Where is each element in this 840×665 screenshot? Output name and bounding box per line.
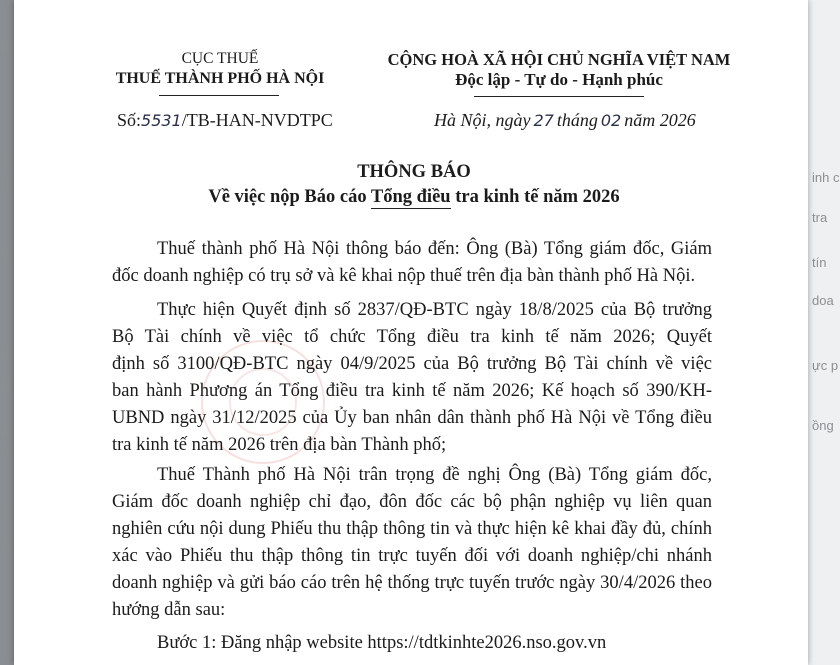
background-text-fragment: doa [812, 293, 834, 308]
background-text-fragment: tra [812, 210, 828, 225]
para3-line: Thuế Thành phố Hà Nội trân trọng đề nghị Ông (Bà) Tổng giám đốc, [157, 465, 712, 485]
para2-line: UBND ngày 31/12/2025 của Ủy ban nhân dân thành phố Hà Nội về Tổng điều [112, 408, 712, 428]
paragraph-1 [112, 236, 712, 290]
document-title: THÔNG BÁO [357, 162, 471, 182]
agency-parent: CỤC THUẾ [181, 50, 259, 67]
paragraph-2 [112, 297, 712, 459]
motto-underline [474, 96, 644, 97]
para1-line: đốc doanh nghiệp có trụ sở và kê khai nộp thuế trên địa bàn thành phố Hà Nội. [112, 266, 696, 286]
background-text-fragment: s [1, 150, 8, 165]
para3-line: nghiên cứu nội dung Phiếu thu thập thông tin và thực hiện kê khai đầy đủ, chính [112, 519, 712, 539]
document-subtitle [114, 187, 714, 208]
date-place: Hà Nội, ngày [434, 110, 531, 130]
para3-line: Giám đốc doanh nghiệp chỉ đạo, đôn đốc các bộ phận nghiệp vụ liên quan [112, 492, 712, 512]
background-window-left [0, 0, 14, 665]
para2-line: Thực hiện Quyết định số 2837/QĐ-BTC ngày 18/8/2025 của Bộ trưởng [157, 300, 712, 320]
background-text-fragment: n [1, 175, 9, 190]
para3-line: doanh nghiệp và gửi báo cáo trên hệ thống trực tuyến trước ngày 30/4/2026 theo [112, 573, 712, 593]
doc-number-handwritten: 5531 [141, 111, 182, 130]
date-month-handwritten: 02 [600, 111, 622, 130]
agency-name: THUẾ THÀNH PHỐ HÀ NỘI [115, 70, 325, 87]
background-text-fragment: e [1, 245, 9, 260]
para3-line: xác vào Phiếu thu thập thông tin trực tuyến đối với doanh nghiệp/chi nhánh [112, 546, 712, 566]
background-text-fragment: s [1, 505, 8, 520]
date-month-word: tháng [556, 110, 598, 130]
background-text-fragment: inh c [812, 170, 840, 185]
doc-number-suffix: /TB-HAN-NVDTPC [181, 110, 333, 130]
background-text-fragment: P [1, 540, 10, 555]
background-text-fragment: ả [1, 425, 9, 440]
para2-line: Bộ Tài chính về việc tổ chức Tổng điều tra kinh tế năm 2026; Quyết [112, 327, 712, 347]
background-text-fragment: ực p [812, 358, 839, 373]
para2-line: tra kinh tế năm 2026 trên địa bàn Thành phố; [112, 435, 447, 455]
date-day-handwritten: 27 [533, 111, 554, 130]
agency-underline [159, 95, 279, 96]
step-1: Bước 1: Đăng nhập website https://tdtkinhte2026.nso.gov.vn [157, 633, 607, 653]
country-name: CỘNG HOÀ XÃ HỘI CHỦ NGHĨA VIỆT NAM [387, 50, 731, 69]
document-page [14, 0, 808, 665]
para3-line: hướng dẫn sau: [112, 600, 226, 620]
paragraph-3 [112, 462, 712, 624]
doc-number-prefix: Số: [117, 110, 142, 130]
date-year: năm 2026 [624, 110, 696, 130]
document-date [434, 110, 696, 131]
national-motto: Độc lập - Tự do - Hạnh phúc [455, 70, 663, 89]
subtitle-underlined: Tổng điều [370, 187, 451, 207]
background-text-fragment: tín [812, 255, 827, 270]
subtitle-post: tra kinh tế năm 2026 [450, 187, 620, 207]
subtitle-pre: Về việc nộp Báo cáo [208, 187, 371, 207]
para1-line: Thuế thành phố Hà Nội thông báo đến: Ông (Bà) Tổng giám đốc, Giám [157, 239, 712, 259]
para2-line: ban hành Phương án Tổng điều tra kinh tế năm 2026; Kế hoạch số 390/KH- [112, 381, 712, 401]
background-text-fragment: ồng [812, 418, 834, 433]
document-number [117, 110, 333, 131]
background-text-fragment: N [1, 380, 11, 395]
background-window-right [808, 0, 840, 665]
para2-line: định số 3100/QĐ-BTC ngày 04/9/2025 của Bộ trưởng Bộ Tài chính về việc [112, 354, 712, 374]
background-text-fragment: y [1, 345, 8, 360]
background-text-fragment: o [1, 445, 9, 460]
background-text-fragment: e [1, 40, 9, 55]
